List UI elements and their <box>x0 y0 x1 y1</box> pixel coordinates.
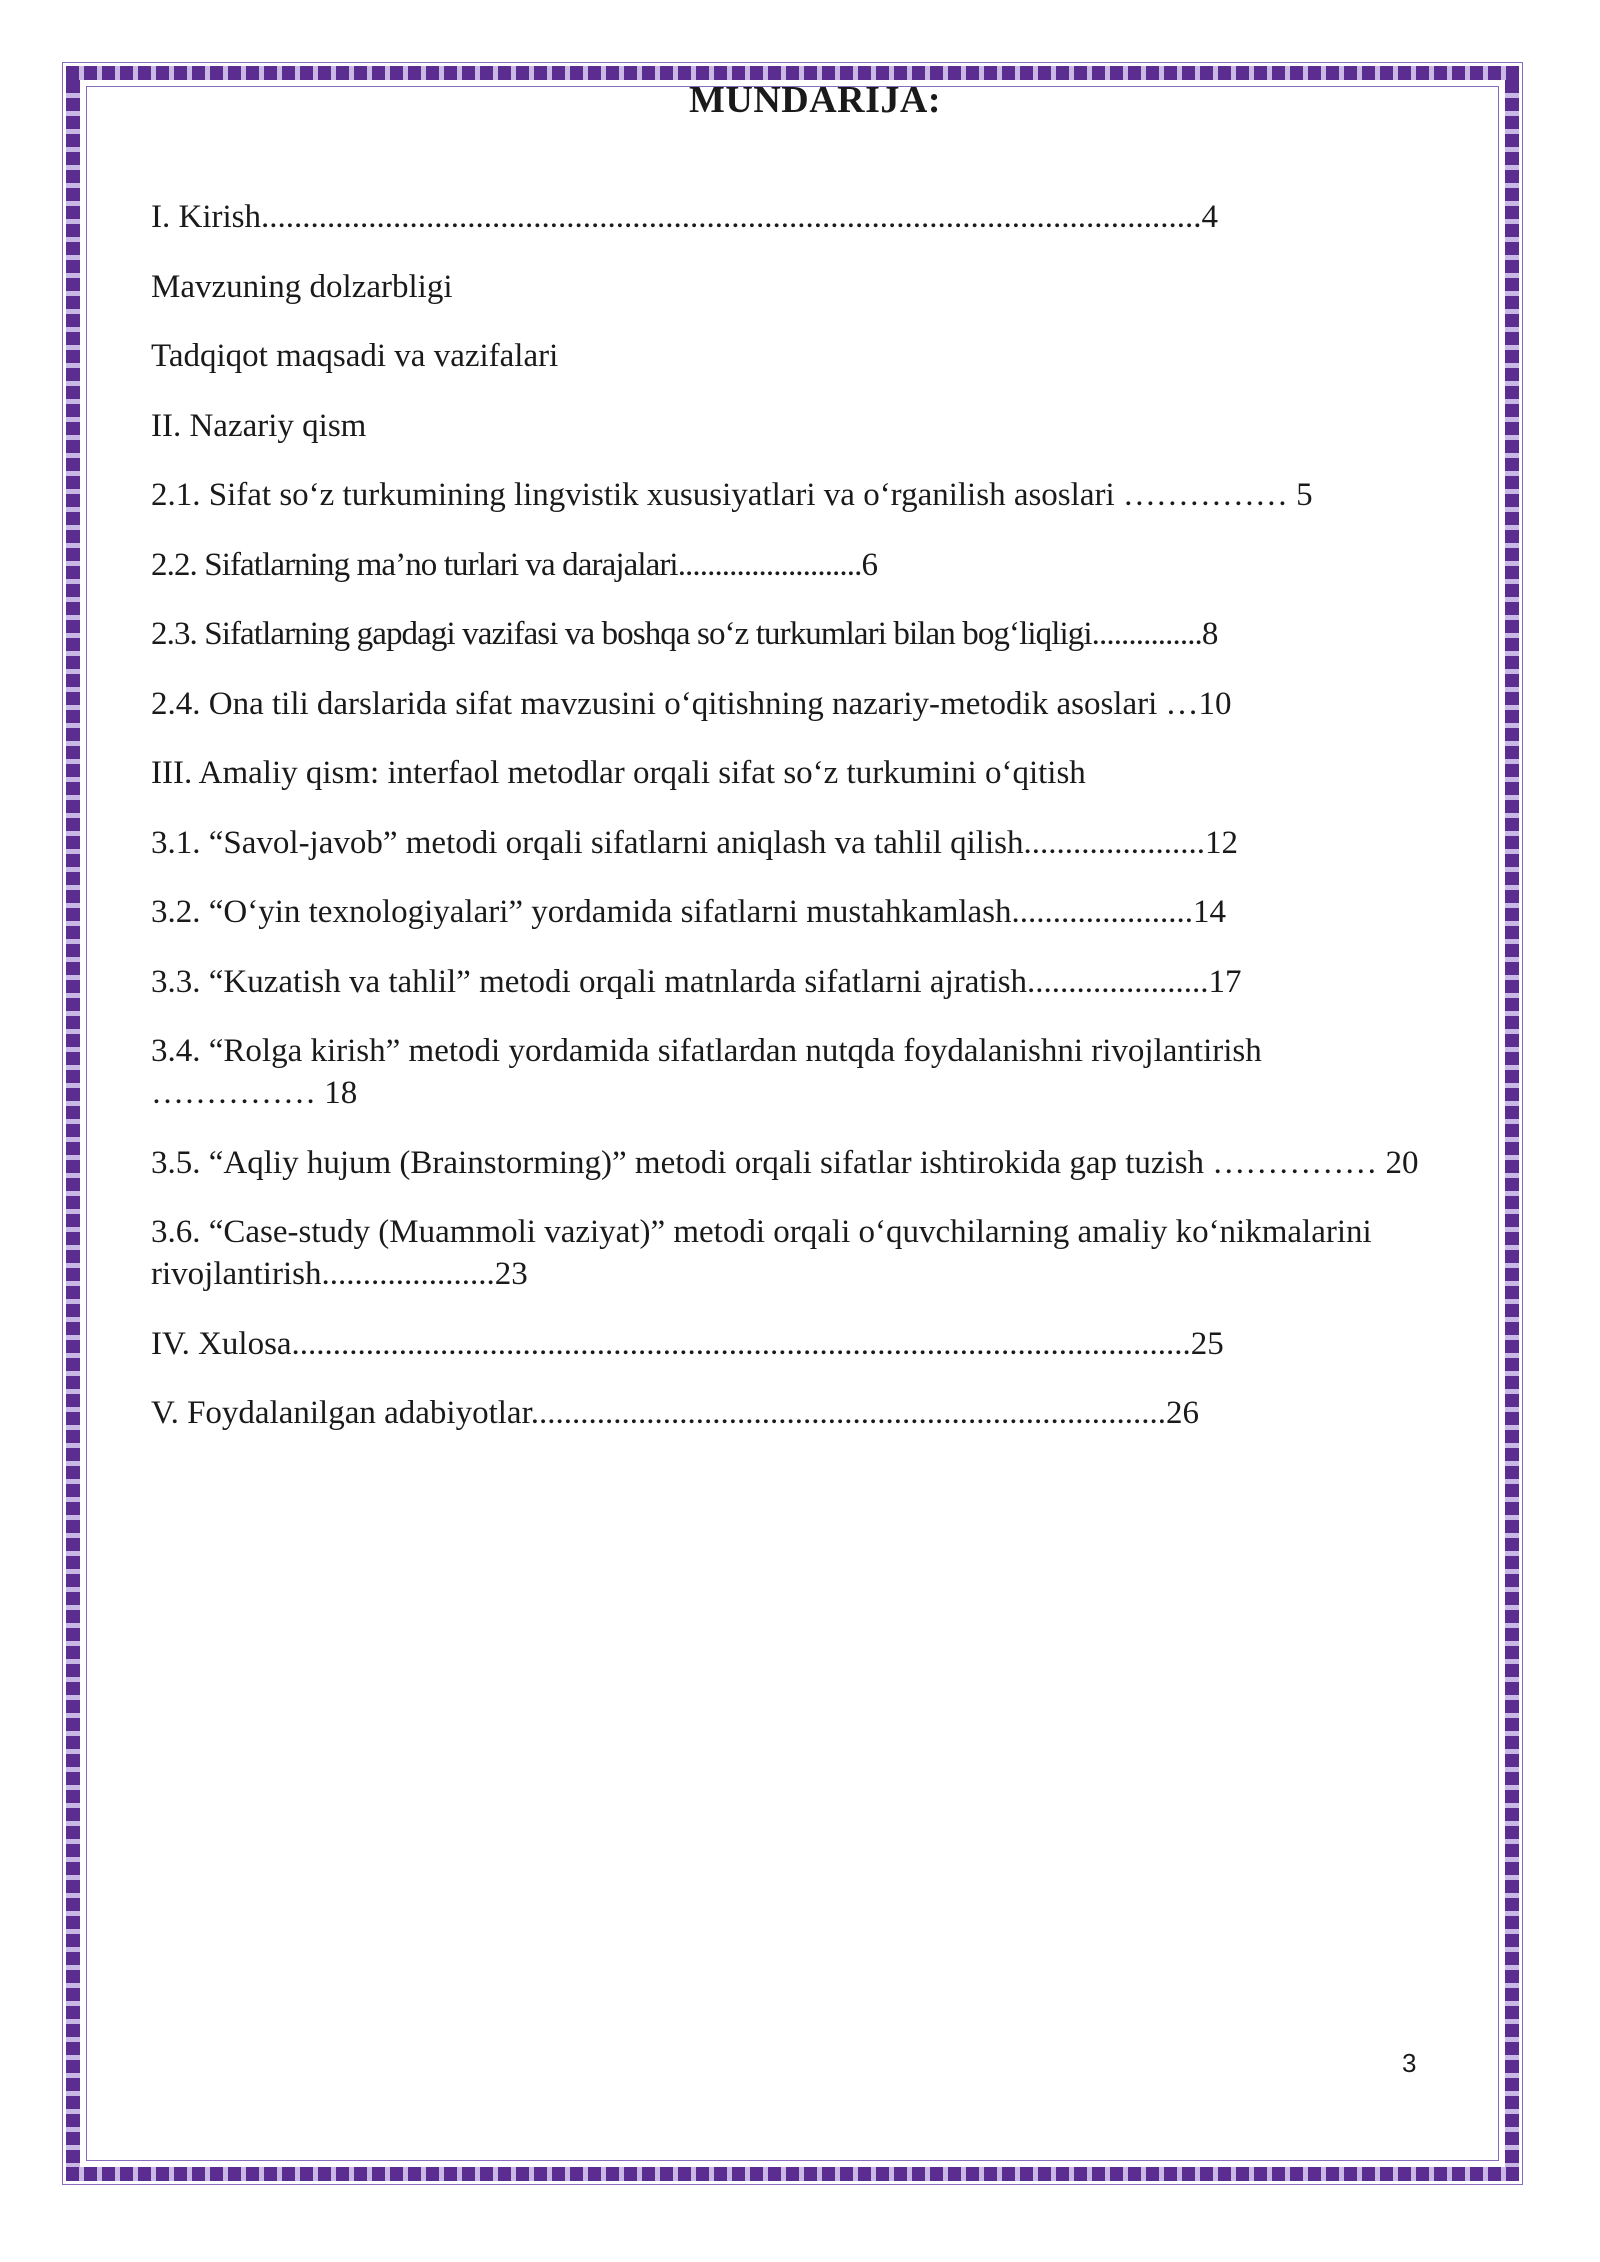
toc-entry-conclusion: IV. Xulosa.............................................................................................................25 <box>151 1325 1224 1362</box>
page-number: 3 <box>1402 2048 1417 2078</box>
toc-entry-2-3: 2.3. Sifatlarning gapdagi vazifasi va boshqa so‘z turkumlari bilan bog‘liqligi...............8 <box>151 616 1218 652</box>
toc-entry-relevance: Mavzuning dolzarbligi <box>151 268 453 305</box>
toc-entry-2-2: 2.2. Sifatlarning ma’no turlari va darajalari.........................6 <box>151 546 878 583</box>
toc-entry-3-2: 3.2. “O‘yin texnologiyalari” yordamida sifatlarni mustahkamlash......................14 <box>151 894 1227 930</box>
table-of-contents <box>151 196 1421 1462</box>
page-title: MUNDARIJA: <box>689 79 941 121</box>
toc-entry-2-4: 2.4. Ona tili darslarida sifat mavzusini o‘qitishning nazariy-metodik asoslari …10 <box>151 685 1232 722</box>
toc-entry-theory-section: II. Nazariy qism <box>151 407 367 444</box>
toc-entry-2-1: 2.1. Sifat so‘z turkumining lingvistik xususiyatlari va o‘rganilish asoslari …………… 5 <box>151 477 1313 513</box>
toc-entry-3-6: 3.6. “Case-study (Muammoli vaziyat)” metodi orqali o‘quvchilarning amaliy ko‘nikmalarini rivojlantirish.....................23 <box>151 1214 1372 1292</box>
toc-entry-3-5: 3.5. “Aqliy hujum (Brainstorming)” metodi orqali sifatlar ishtirokida gap tuzish …………… 20 <box>151 1144 1419 1181</box>
toc-entry-3-1: 3.1. “Savol-javob” metodi orqali sifatlarni aniqlash va tahlil qilish......................12 <box>151 824 1238 861</box>
toc-entry-goals: Tadqiqot maqsadi va vazifalari <box>151 338 559 374</box>
toc-entry-references: V. Foydalanilgan adabiyotlar.............................................................................26 <box>151 1395 1199 1431</box>
toc-entry-practical-section: III. Amaliy qism: interfaol metodlar orqali sifat so‘z turkumini o‘qitish <box>151 755 1086 791</box>
toc-entry-introduction: I. Kirish..................................................................................................................4 <box>151 199 1218 235</box>
toc-entry-3-4: 3.4. “Rolga kirish” metodi yordamida sifatlardan nutqda foydalanishni rivojlantirish …………… 18 <box>151 1033 1262 1111</box>
toc-entry-3-3: 3.3. “Kuzatish va tahlil” metodi orqali matnlarda sifatlarni ajratish......................17 <box>151 963 1242 1000</box>
